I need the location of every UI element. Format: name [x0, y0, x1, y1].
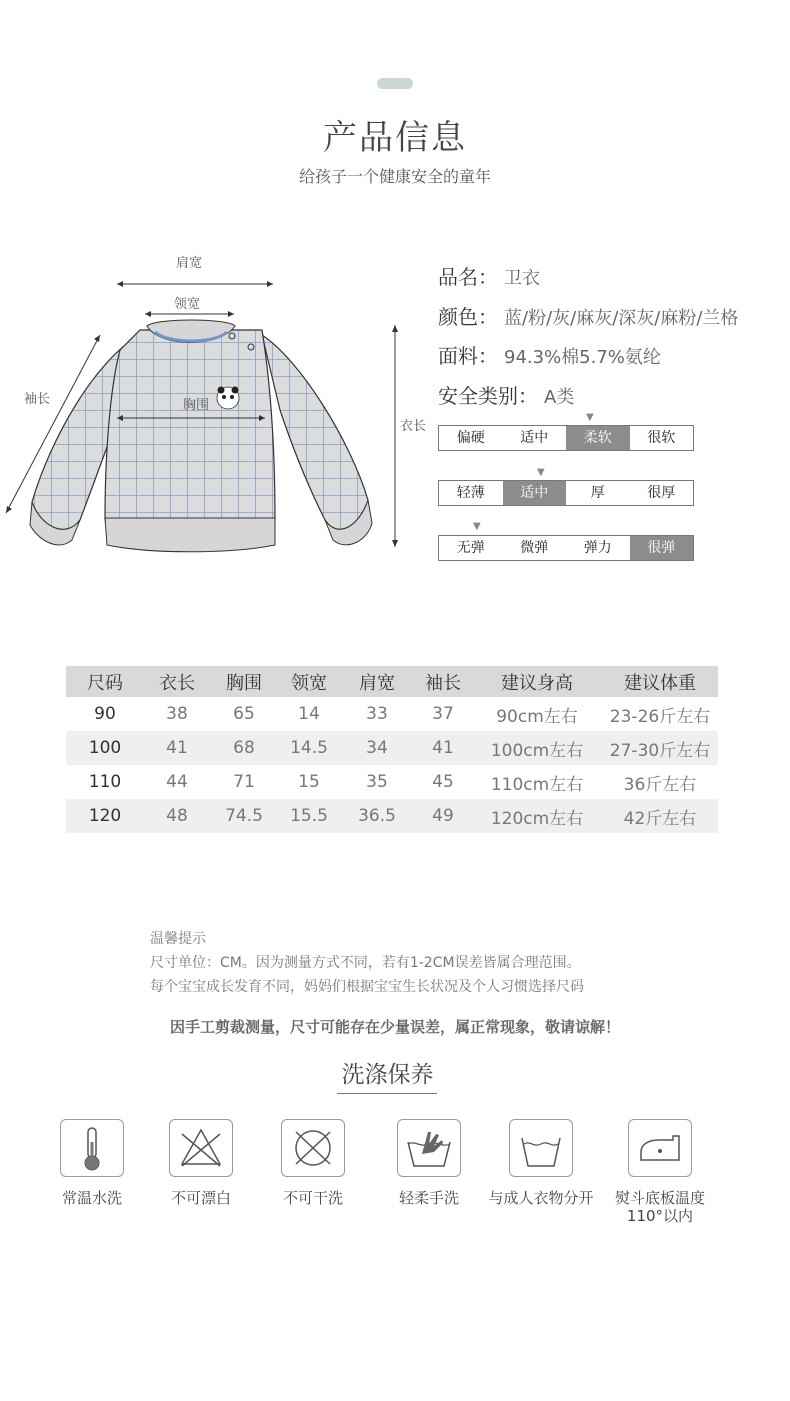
care-underline — [337, 1093, 437, 1094]
table-cell: 14.5 — [278, 731, 340, 765]
decor-pill — [377, 78, 413, 89]
table-cell: 42斤左右 — [602, 799, 718, 833]
shoulder-label: 肩宽 — [176, 256, 203, 271]
table-cell: 23-26斤左右 — [609, 706, 711, 727]
care-label-line: 110°以内 — [626, 1207, 694, 1225]
table-cell: 15 — [298, 772, 320, 792]
table-cell: 45 — [432, 772, 454, 792]
table-cell: 120cm左右 — [472, 799, 602, 833]
elasticity-scale — [438, 535, 694, 561]
tips-line: 尺寸单位：CM。因为测量方式不同，若有1-2CM误差皆属合理范围。 — [150, 955, 581, 971]
table-cell: 33 — [366, 704, 388, 724]
tips-title: 温馨提示 — [150, 931, 206, 947]
table-cell: 71 — [233, 772, 255, 792]
table-cell: 65 — [233, 704, 255, 724]
scale-option: 很厚 — [647, 485, 676, 501]
care-title: 洗涤保养 — [341, 1062, 434, 1088]
table-header: 肩宽 — [340, 666, 414, 697]
table-header: 建议身高 — [472, 666, 602, 697]
table-cell: 41 — [144, 731, 210, 765]
wash-tub-icon — [509, 1119, 573, 1177]
table-header-row — [66, 666, 718, 697]
table-cell: 14 — [298, 704, 320, 724]
table-header: 衣长 — [144, 666, 210, 697]
care-item — [369, 1119, 489, 1207]
table-header: 袖长 — [414, 666, 472, 697]
care-label-line: 熨斗底板温度 — [614, 1189, 705, 1207]
table-cell: 41 — [414, 731, 472, 765]
tips-line: 每个宝宝成长发育不同，妈妈们根据宝宝生长状况及个人习惯选择尺码 — [150, 979, 584, 995]
table-cell: 120 — [66, 799, 144, 833]
table-cell: 37 — [432, 704, 454, 724]
care-label: 轻柔手洗 — [398, 1189, 459, 1207]
no-bleach-icon — [169, 1119, 233, 1177]
table-row — [66, 765, 718, 799]
scale-option: 很软 — [647, 430, 676, 446]
page-subtitle: 给孩子一个健康安全的童年 — [298, 167, 491, 186]
neck-label: 领宽 — [174, 297, 201, 312]
table-cell: 110cm左右 — [490, 774, 584, 795]
softness-scale — [438, 425, 694, 451]
table-cell: 74.5 — [210, 799, 278, 833]
info-color: 颜色： 蓝/粉/灰/麻灰/深灰/麻粉/兰格 — [438, 305, 739, 329]
table-cell: 100 — [66, 731, 144, 765]
table-cell: 15.5 — [278, 799, 340, 833]
care-item — [141, 1119, 261, 1207]
care-label — [600, 1189, 720, 1225]
table-cell: 34 — [340, 731, 414, 765]
scale-marker: ▼ — [473, 521, 481, 532]
care-item — [253, 1119, 373, 1207]
care-item — [600, 1119, 720, 1225]
table-cell: 38 — [166, 704, 188, 724]
care-label: 不可干洗 — [282, 1189, 343, 1207]
tips-note: 因手工剪裁测量，尺寸可能存在少量误差，属正常现象，敬请谅解！ — [169, 1018, 620, 1036]
scale-option: 偏硬 — [456, 430, 485, 446]
scale-option: 弹力 — [583, 540, 612, 556]
table-cell: 90 — [94, 704, 116, 724]
thermometer-icon — [60, 1119, 124, 1177]
table-row — [66, 799, 718, 833]
no-dry-clean-icon — [281, 1119, 345, 1177]
sweatshirt-illustration — [0, 240, 420, 570]
info-fabric: 面料： 94.3%棉5.7%氨纶 — [438, 344, 661, 368]
iron-icon — [628, 1119, 692, 1177]
table-cell: 36.5 — [340, 799, 414, 833]
table-row — [66, 731, 718, 765]
scale-option-selected: 很弹 — [630, 536, 694, 560]
scale-option: 轻薄 — [456, 485, 485, 501]
scale-marker: ▼ — [537, 467, 545, 478]
chest-label: 胸围 — [183, 398, 210, 413]
table-cell: 68 — [210, 731, 278, 765]
table-cell: 27-30斤左右 — [602, 731, 718, 765]
length-label: 衣长 — [400, 419, 427, 434]
table-cell: 110 — [88, 772, 122, 792]
table-cell: 100cm左右 — [472, 731, 602, 765]
scale-marker: ▼ — [586, 412, 594, 423]
info-name: 品名： 卫衣 — [438, 265, 540, 289]
table-header: 胸围 — [210, 666, 278, 697]
table-row — [66, 697, 718, 731]
scale-option-selected: 适中 — [503, 481, 567, 505]
table-cell: 35 — [366, 772, 388, 792]
scale-option: 无弹 — [456, 540, 485, 556]
hand-wash-icon — [397, 1119, 461, 1177]
table-cell: 90cm左右 — [496, 706, 578, 727]
care-label: 不可漂白 — [170, 1189, 231, 1207]
care-item — [32, 1119, 152, 1207]
scale-option: 微弹 — [520, 540, 549, 556]
table-header: 建议体重 — [602, 666, 718, 697]
info-safety: 安全类别： A类 — [438, 384, 575, 408]
care-item — [481, 1119, 601, 1207]
page-title: 产品信息 — [323, 118, 467, 158]
care-label: 与成人衣物分开 — [488, 1189, 594, 1207]
sleeve-label: 袖长 — [24, 392, 51, 407]
table-header: 尺码 — [66, 666, 144, 697]
scale-option: 厚 — [590, 485, 605, 501]
table-cell: 49 — [414, 799, 472, 833]
thickness-scale — [438, 480, 694, 506]
table-header: 领宽 — [278, 666, 340, 697]
size-table — [66, 666, 718, 833]
scale-option-selected: 柔软 — [566, 426, 630, 450]
table-cell: 44 — [166, 772, 188, 792]
table-cell: 36斤左右 — [623, 774, 697, 795]
scale-option: 适中 — [520, 430, 549, 446]
table-cell: 48 — [144, 799, 210, 833]
care-label: 常温水洗 — [61, 1189, 122, 1207]
